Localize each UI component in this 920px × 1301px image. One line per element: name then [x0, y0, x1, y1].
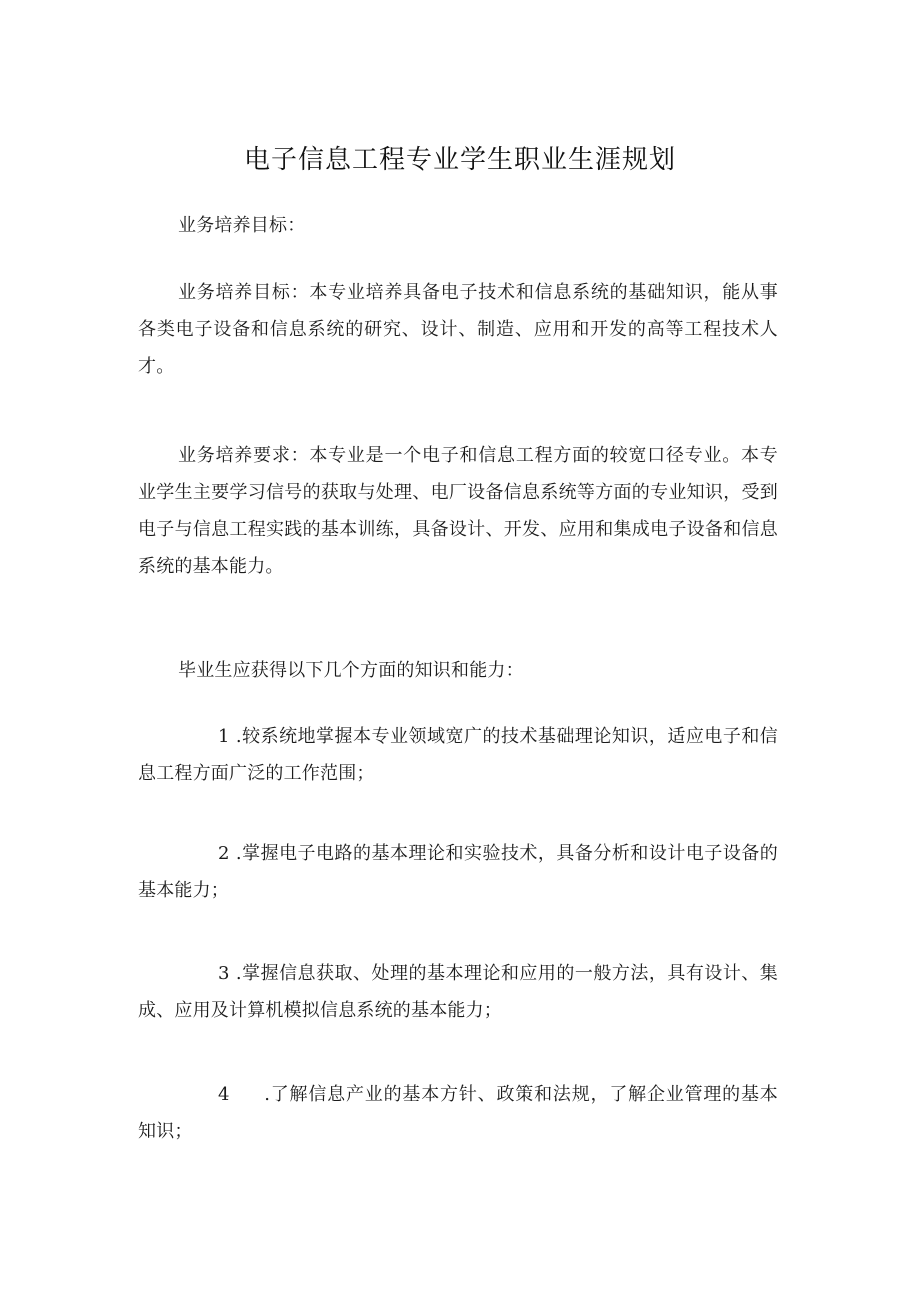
list-item-number: 3 [218, 963, 230, 984]
paragraph-goal-text: 业务培养目标：本专业培养具备电子技术和信息系统的基础知识，能从事各类电子设备和信息系统的研究、设计、制造、应用和开发的高等工程技术人才。 [138, 282, 778, 377]
list-item-text: .掌握信息获取、处理的基本理论和应用的一般方法，具有设计、集成、应用及计算机模拟信息系统的基本能力； [138, 963, 779, 1021]
list-item-text: .掌握电子电路的基本理论和实验技术，具备分析和设计电子设备的基本能力； [138, 843, 779, 901]
section-heading-text: 业务培养目标： [178, 215, 306, 236]
paragraph-requirement [138, 437, 778, 585]
list-item-number: 4 [218, 1084, 230, 1105]
list-item-number: 1 [218, 726, 230, 747]
section-heading [138, 207, 778, 244]
graduate-intro-text: 毕业生应获得以下几个方面的知识和能力： [178, 660, 524, 681]
list-item-text: .了解信息产业的基本方针、政策和法规，了解企业管理的基本知识； [138, 1084, 779, 1142]
list-item [138, 718, 778, 792]
document-title: 电子信息工程专业学生职业生涯规划 [243, 145, 676, 175]
paragraph-requirement-text: 业务培养要求：本专业是一个电子和信息工程方面的较宽口径专业。本专业学生主要学习信号的获取与处理、电厂设备信息系统等方面的专业知识，受到电子与信息工程实践的基本训练，具备设计、开发、应用和集成电子设备和信息系统的基本能力。 [138, 445, 778, 577]
list-item [138, 955, 778, 1029]
list-item-number: 2 [218, 843, 230, 864]
paragraph-goal [138, 274, 778, 385]
list-item [138, 835, 778, 909]
graduate-intro [138, 652, 778, 689]
list-item [138, 1076, 778, 1150]
list-item-text: .较系统地掌握本专业领域宽广的技术基础理论知识，适应电子和信息工程方面广泛的工作范围； [138, 726, 779, 784]
